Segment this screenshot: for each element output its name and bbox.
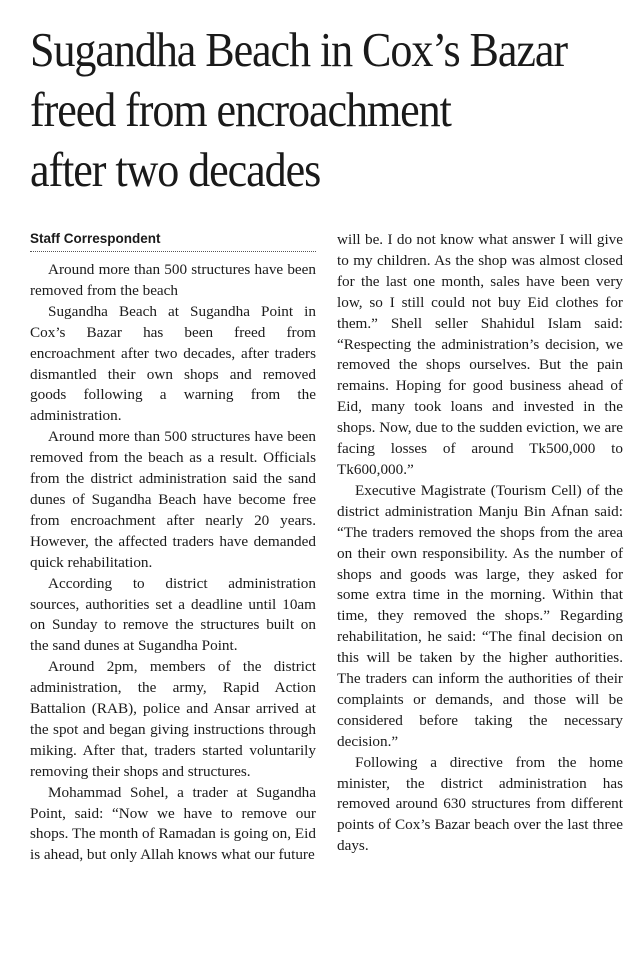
headline-line: after two decades — [30, 142, 321, 197]
article-paragraph: According to district administration sources, authorities set a deadline until 10am on Sunday to remove the structures built on the sand dunes at Sugandha Point. — [30, 574, 316, 655]
article-paragraph: Around more than 500 structures have been removed from the beach — [30, 261, 316, 299]
article-paragraph: Sugandha Beach at Sugandha Point in Cox’s Bazar has been freed from encroachment after two decades, after traders dismantled their own shops and removed goods following a warning from the administration. — [30, 302, 316, 425]
byline: Staff Correspondent — [30, 230, 316, 252]
article-paragraph: Around 2pm, members of the district administration, the army, Rapid Action Battalion (RAB), police and Ansar arrived at the spot and began giving instructions through miking. After that, traders started voluntarily removing their shops and structures. — [30, 658, 316, 780]
headline-line: freed from encroachment — [30, 82, 451, 137]
article-paragraph: Following a directive from the home minister, the district administration has removed around 630 structures from different points of Cox’s Bazar beach over the last three days. — [337, 753, 623, 855]
article-paragraph: Around more than 500 structures have been removed from the beach as a result. Officials from the district administration said the sand dunes of Sugandha Beach have become free from encroachment after nearly 20 years. However, the affected traders have demanded quick rehabilitation. — [30, 428, 316, 571]
article-paragraph: Executive Magistrate (Tourism Cell) of the district administration Manju Bin Afnan said: “The traders removed the shops from the area on their own responsibility. As the number of shops and goods was large, they asked for some extra time in the morning. Within that time, they removed the shops.” Regarding rehabilitation, he said: “The final decision on this will be taken by the higher authorities. The traders can inform the authorities of their complaints or demands, and those will be considered before taking the necessary decision.” — [337, 481, 623, 750]
article-paragraph-continued: will be. I do not know what answer I will give to my children. As the shop was almost closed for the last one month, sales have been very low, so I still could not buy Eid clothes for them.” Shell seller Shahidul Islam said: “Respecting the administration’s decision, we removed the shops ourselves. But the pain remains. Hoping for good business ahead of Eid, many took loans and invested in the shops. Now, due to the sudden eviction, we are facing losses of around Tk500,000 to Tk600,000.” — [337, 231, 623, 478]
headline — [30, 20, 570, 200]
article-column-left — [30, 230, 316, 866]
headline-line: Sugandha Beach in Cox’s Bazar — [30, 22, 567, 77]
article-column-right — [337, 230, 623, 857]
article-paragraph: Mohammad Sohel, a trader at Sugandha Point, said: “Now we have to remove our shops. The month of Ramadan is going on, Eid is ahead, but only Allah knows what our future — [30, 783, 316, 864]
